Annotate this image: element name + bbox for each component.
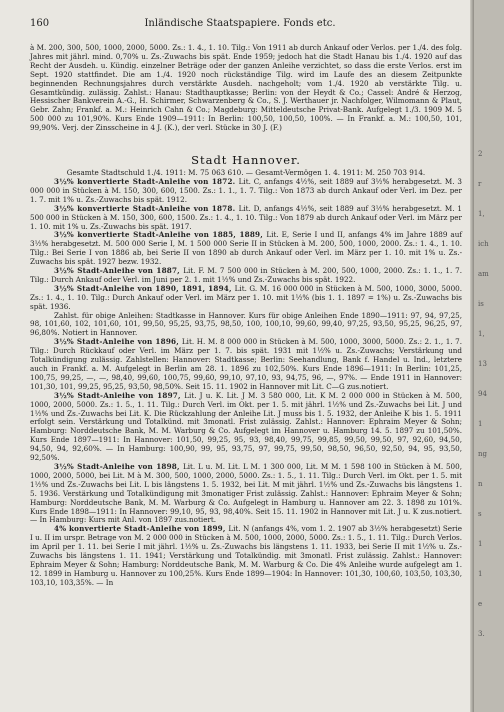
- loan-list: [30, 178, 462, 588]
- edge-text-fragment: ng: [478, 450, 487, 458]
- loan-heading: 3½% Stadt-Anleihe von 1897,: [54, 390, 185, 400]
- loan-text: Lit. C, anfangs 4½%, seit 1889 auf 3½% herabgesetzt. M. 3 000 000 in Stücken à M. 150, 300, 600, 1500. Zs.: 1. 1., 1. 7. Tilg.: Von 1873 ab durch Ankauf oder Verl. im Dez. per 1. 7. mit 1% u. Zs.-Zuwachs bis spät. 1912.: [30, 176, 463, 204]
- edge-text-fragment: 94: [478, 390, 487, 398]
- next-page-edge: [474, 0, 504, 712]
- loan-paragraph: [30, 312, 462, 339]
- edge-text-fragment: 13: [478, 360, 487, 368]
- edge-text-fragment: r: [478, 180, 482, 188]
- loan-text: Lit. L u. M. Lit. L M. 1 300 000, Lit. M M. 1 598 100 in Stücken à M. 500, 1000, 2000, 5000, bei Lit. M à M. 300, 500, 1000, 2000, 5000. Zs.: 1. 5., 1. 11. Tilg.: Durch Verl. im Okt. per 1. 5. mit 1½% und Zs.-Zuwachs bei Lit. L bis längstens 1. 5. 1932, bei Lit. M mit jährl. 1½% und Zs.-Zuwachs bis längstens 1. 5. 1936. Verstärkung und Totalkündigung mit 3monatiger Frist zulässig. Zahlst.: Hannover: Ephraim Meyer & Sohn; Hamburg: Norddeutsche Bank, M. M. Warburg & Co. Aufgelegt in Hamburg u. Hannover am 22. 3. 1898 zu 101%. Kurs Ende 1898—1911: In Hannover: 99,10, 95, 93, 98,40%. Seit 15. 11. 1902 in Hannover mit Lit. J u. K zus.notiert. — In Hamburg: Kurs mit Anl. von 1897 zus.notiert.: [30, 461, 462, 525]
- loan-heading: 3½% konvertierte Stadt-Anleihe von 1878.: [54, 203, 239, 213]
- loan-paragraph: [30, 392, 462, 463]
- page-number: 160: [30, 18, 50, 29]
- loan-paragraph: [30, 463, 462, 525]
- section-title: Stadt Hannover.: [191, 153, 301, 168]
- loan-heading: 3½% konvertierte Stadt-Anleihe von 1872.: [54, 176, 239, 186]
- loan-text: Zahlst. für obige Anleihen: Stadtkasse in Hannover. Kurs für obige Anleihen Ende 1890—1911: 97, 94, 97,25, 98, 101,60, 102, 101,60, 101, 99,50, 95,25, 93,75, 98,50, 100, 100,10, 99,60, 99,40, 97,25, 93,50, 95,25, 96,25, 97, 96,80%. Notiert in Hannover.: [30, 310, 462, 338]
- edge-text-fragment: 1,: [478, 330, 485, 338]
- loan-paragraph: [30, 285, 462, 312]
- loan-heading: 3½% konvertierte Stadt-Anleihe von 1885, 1889,: [54, 230, 267, 240]
- loan-text: Lit. H. M. 8 000 000 in Stücken à M. 500, 1000, 3000, 5000. Zs.: 2. 1., 1. 7. Tilg.: Durch Rückkauf oder Verl. im März per 1. 7. bis spät. 1931 mit 1½% u. Zs.-Zuwachs; Verstärkung und Totalkündigung zulässig. Zahlstellen: Hannover: Stadtkasse; Berlin: Seehandlung, Bank f. Handel u. Ind., letztere auch in Frankf. a. M. Aufgelegt in Berlin am 28. 1. 1896 zu 102,50%. Kurs Ende 1896—1911: In Berlin: 101,25, 100,75, 99,25, —, —, 98,40, 99,60, 100,75, 99,60, 99,10, 97,10, 93, 94,75, 96, —, 97%. — Ende 1911 in Hannover: 101,30, 101, 99,25, 95,25, 93,50, 98,50%. Seit 15. 11. 1902 in Hannover mit Lit. C—G zus.notiert.: [30, 337, 462, 391]
- loan-heading: 4% konvertierte Stadt-Anleihe von 1899,: [54, 524, 229, 534]
- debt-summary: Gesamte Stadtschuld 1./4. 1911: M. 75 063 610. — Gesamt-Vermögen 1. 4. 1911: M. 250 703 914.: [66, 168, 426, 178]
- edge-text-fragment: 1,: [478, 210, 485, 218]
- loan-paragraph: [30, 338, 462, 391]
- edge-text-fragment: 1: [478, 420, 483, 428]
- loan-text: Lit. D, anfangs 4½%, seit 1889 auf 3½% herabgesetzt. M. 1 500 000 in Stücken à M. 150, 300, 600, 1500. Zs.: 1. 4., 1. 10. Tilg.: Von 1879 ab durch Ankauf oder Verl. im März per 1. 10. mit 1% u. Zs.-Zuwachs bis spät. 1917.: [30, 203, 462, 231]
- edge-text-fragment: am: [478, 270, 489, 278]
- edge-text-fragment: 1: [478, 540, 483, 548]
- loan-heading: 3½% Stadt-Anleihe von 1896,: [54, 337, 182, 347]
- loan-paragraph: [30, 231, 462, 267]
- previous-section-text: à M. 200, 300, 500, 1000, 2000, 5000. Zs.: 1. 4., 1. 10. Tilg.: Von 1911 ab durch Ankauf oder Verlos. per 1./4. des folg. Jahres mit jährl. mind. 0,70% u. Zs.-Zuwachs bis spät. Ende 1959; jedoch hat die Stadt Hanau bis 1./4. 1920 auf das Recht der Ausdeh. u. Kündig. einzelner Beträge oder der ganzen Anleihe verzichtet, so dass die erste Verlos. erst im Sept. 1920 stattfindet. Die am 1./4. 1920 noch rückständige Tilg. wird im Laufe des an diesem Zeitpunkte beginnenden Rechnungsjahres durch verstärkte Ausdeh. nachgeholt; vom 1./4. 1920 ab verstärkte Tilg. u. Gesamtkündig. zulässig. Zahlst.: Hanau: Stadthauptkasse; Berlin: von der Heydt & Co.; Cassel: André & Herzog, Hessischer Bankverein A.-G., H. Schirmer, Schwarzenberg & Co., S. J. Werthauer jr. Nachfolger, Wilmomann & Plaut, Gebr. Zahn; Frankf. a. M.: Heinrich Cahn & Co.; Magdeburg: Mitteldeutsche Privat-Bank. Aufgelegt 1./3. 1909 M. 5 500 000 zu 101,90%. Kurs Ende 1909—1911: In Berlin: 100,50, 100,50, 100%. — In Frankf. a. M.: 100,50, 101, 99,90%. Verj. der Zinsscheine in 4 J. (K.), der verl. Stücke in 30 J. (F.): [30, 43, 462, 133]
- loan-paragraph: [30, 525, 462, 587]
- edge-text-fragment: s: [478, 510, 482, 518]
- loan-text: Lit. G. M. 16 000 000 in Stücken à M. 500, 1000, 3000, 5000. Zs.: 1. 4., 1. 10. Tilg.: Durch Ankauf oder Verl. im März per 1. 10. mit 1½% (bis 1. 1. 1897 = 1%) u. Zs.-Zuwachs bis spät. 1936.: [30, 283, 462, 311]
- header-title: Inländische Staatspapiere. Fonds etc.: [144, 18, 336, 29]
- edge-text-fragment: ich: [478, 240, 489, 248]
- loan-paragraph: [30, 205, 462, 232]
- edge-text-fragment: n: [478, 480, 483, 488]
- loan-text: Lit. J u. K. Lit. J M. 3 580 000, Lit. K M. 2 000 000 in Stücken à M. 500, 1000, 2000, 5000. Zs.: 1. 5., 1. 11. Tilg.: Durch Verl. im Okt. per 1. 5. mit jährl. 1½% und Zs.-Zuwachs bei Lit. J und 1½% und Zs.-Zuwachs bei Lit. K. Die Rückzahlung der Anleihe Lit. J muss bis 1. 5. 1932, der Anleihe K bis 1. 5. 1911 erfolgt sein. Verstärkung und Totalkünd. mit 3monatl. Frist zulässig. Zahlst.: Hannover: Ephraim Meyer & Sohn; Hamburg: Norddeutsche Bank, M. M. Warburg & Co. Aufgelegt im Hannover u. Hamburg 14. 5. 1897 zu 101,50%. Kurs Ende 1897—1911: In Hannover: 101,50, 99,25, 95, 93, 98,40, 99,75, 99,85, 99,50, 99,50, 97, 92,60, 94,50, 94,50, 94, 92,60%. — In Hamburg: 100,90, 99, 95, 93,75, 97, 99,75, 99,50, 98,50, 96,50, 92,50, 94, 95, 93,50, 92,50%.: [30, 390, 462, 463]
- loan-heading: 3½% Stadt-Anleihe von 1887,: [54, 266, 184, 276]
- edge-text-fragment: e: [478, 600, 483, 608]
- loan-heading: 3½% Stadt-Anleihe von 1890, 1891, 1894,: [54, 283, 235, 293]
- loan-text: Lit. E, Serie I und II, anfangs 4% im Jahre 1889 auf 3½% herabgesetzt. M. 500 000 Serie I, M. 1 500 000 Serie II in Stücken à M. 200, 500, 1000, 2000. Zs.: 1. 4., 1. 10. Tilg.: Bei Serie I von 1886 ab, bei Serie II von 1890 ab durch Ankauf oder Verl. im März per 1. 10. mit 1% u. Zs.-Zuwachs bis spät. 1927 bezw. 1932.: [30, 230, 462, 267]
- loan-text: Lit. N (anfangs 4%, vom 1. 2. 1907 ab 3½% herabgesetzt) Serie I u. II im urspr. Betrage von M. 2 000 000 in Stücken à M. 500, 1000, 2000, 5000. Zs.: 1. 5., 1. 11. Tilg.: Durch Verlos. im April per 1. 11. bei Serie I mit jährl. 1½% u. Zs.-Zuwachs bis längstens 1. 11. 1933, bei Serie II mit 1½% u. Zs.-Zuwachs bis längstens 1. 11. 1941; Verstärkung und Totalkündig. mit 3monatl. Frist zulässig. Zahlst.: Hannover: Ephraim Meyer & Sohn; Hamburg: Norddeutsche Bank, M. M. Warburg & Co. Die 4% Anleihe wurde aufgelegt am 1. 12. 1899 in Hamburg u. Hannover zu 100,25%. Kurs Ende 1899—1904: In Hannover: 101,30, 100,60, 103,50, 103,30, 103,10, 103,35%. — In: [30, 524, 462, 587]
- loan-paragraph: [30, 178, 462, 205]
- loan-heading: 3½% Stadt-Anleihe von 1898,: [54, 461, 183, 471]
- edge-text-fragment: 1: [478, 570, 483, 578]
- running-header: [30, 18, 450, 34]
- loan-text: Lit. F. M. 7 500 000 in Stücken à M. 200, 500, 1000, 2000. Zs.: 1. 1., 1. 7. Tilg.: Durch Ankauf oder Verl. im Juni per 2. 1. mit 1½% und Zs.-Zuwachs bis spät. 1922.: [30, 266, 463, 284]
- edge-text-fragment: 3.: [478, 630, 485, 638]
- edge-text-fragment: 2: [478, 150, 483, 158]
- edge-text-fragment: is: [478, 300, 484, 308]
- loan-paragraph: [30, 267, 462, 285]
- body-text: [30, 44, 462, 588]
